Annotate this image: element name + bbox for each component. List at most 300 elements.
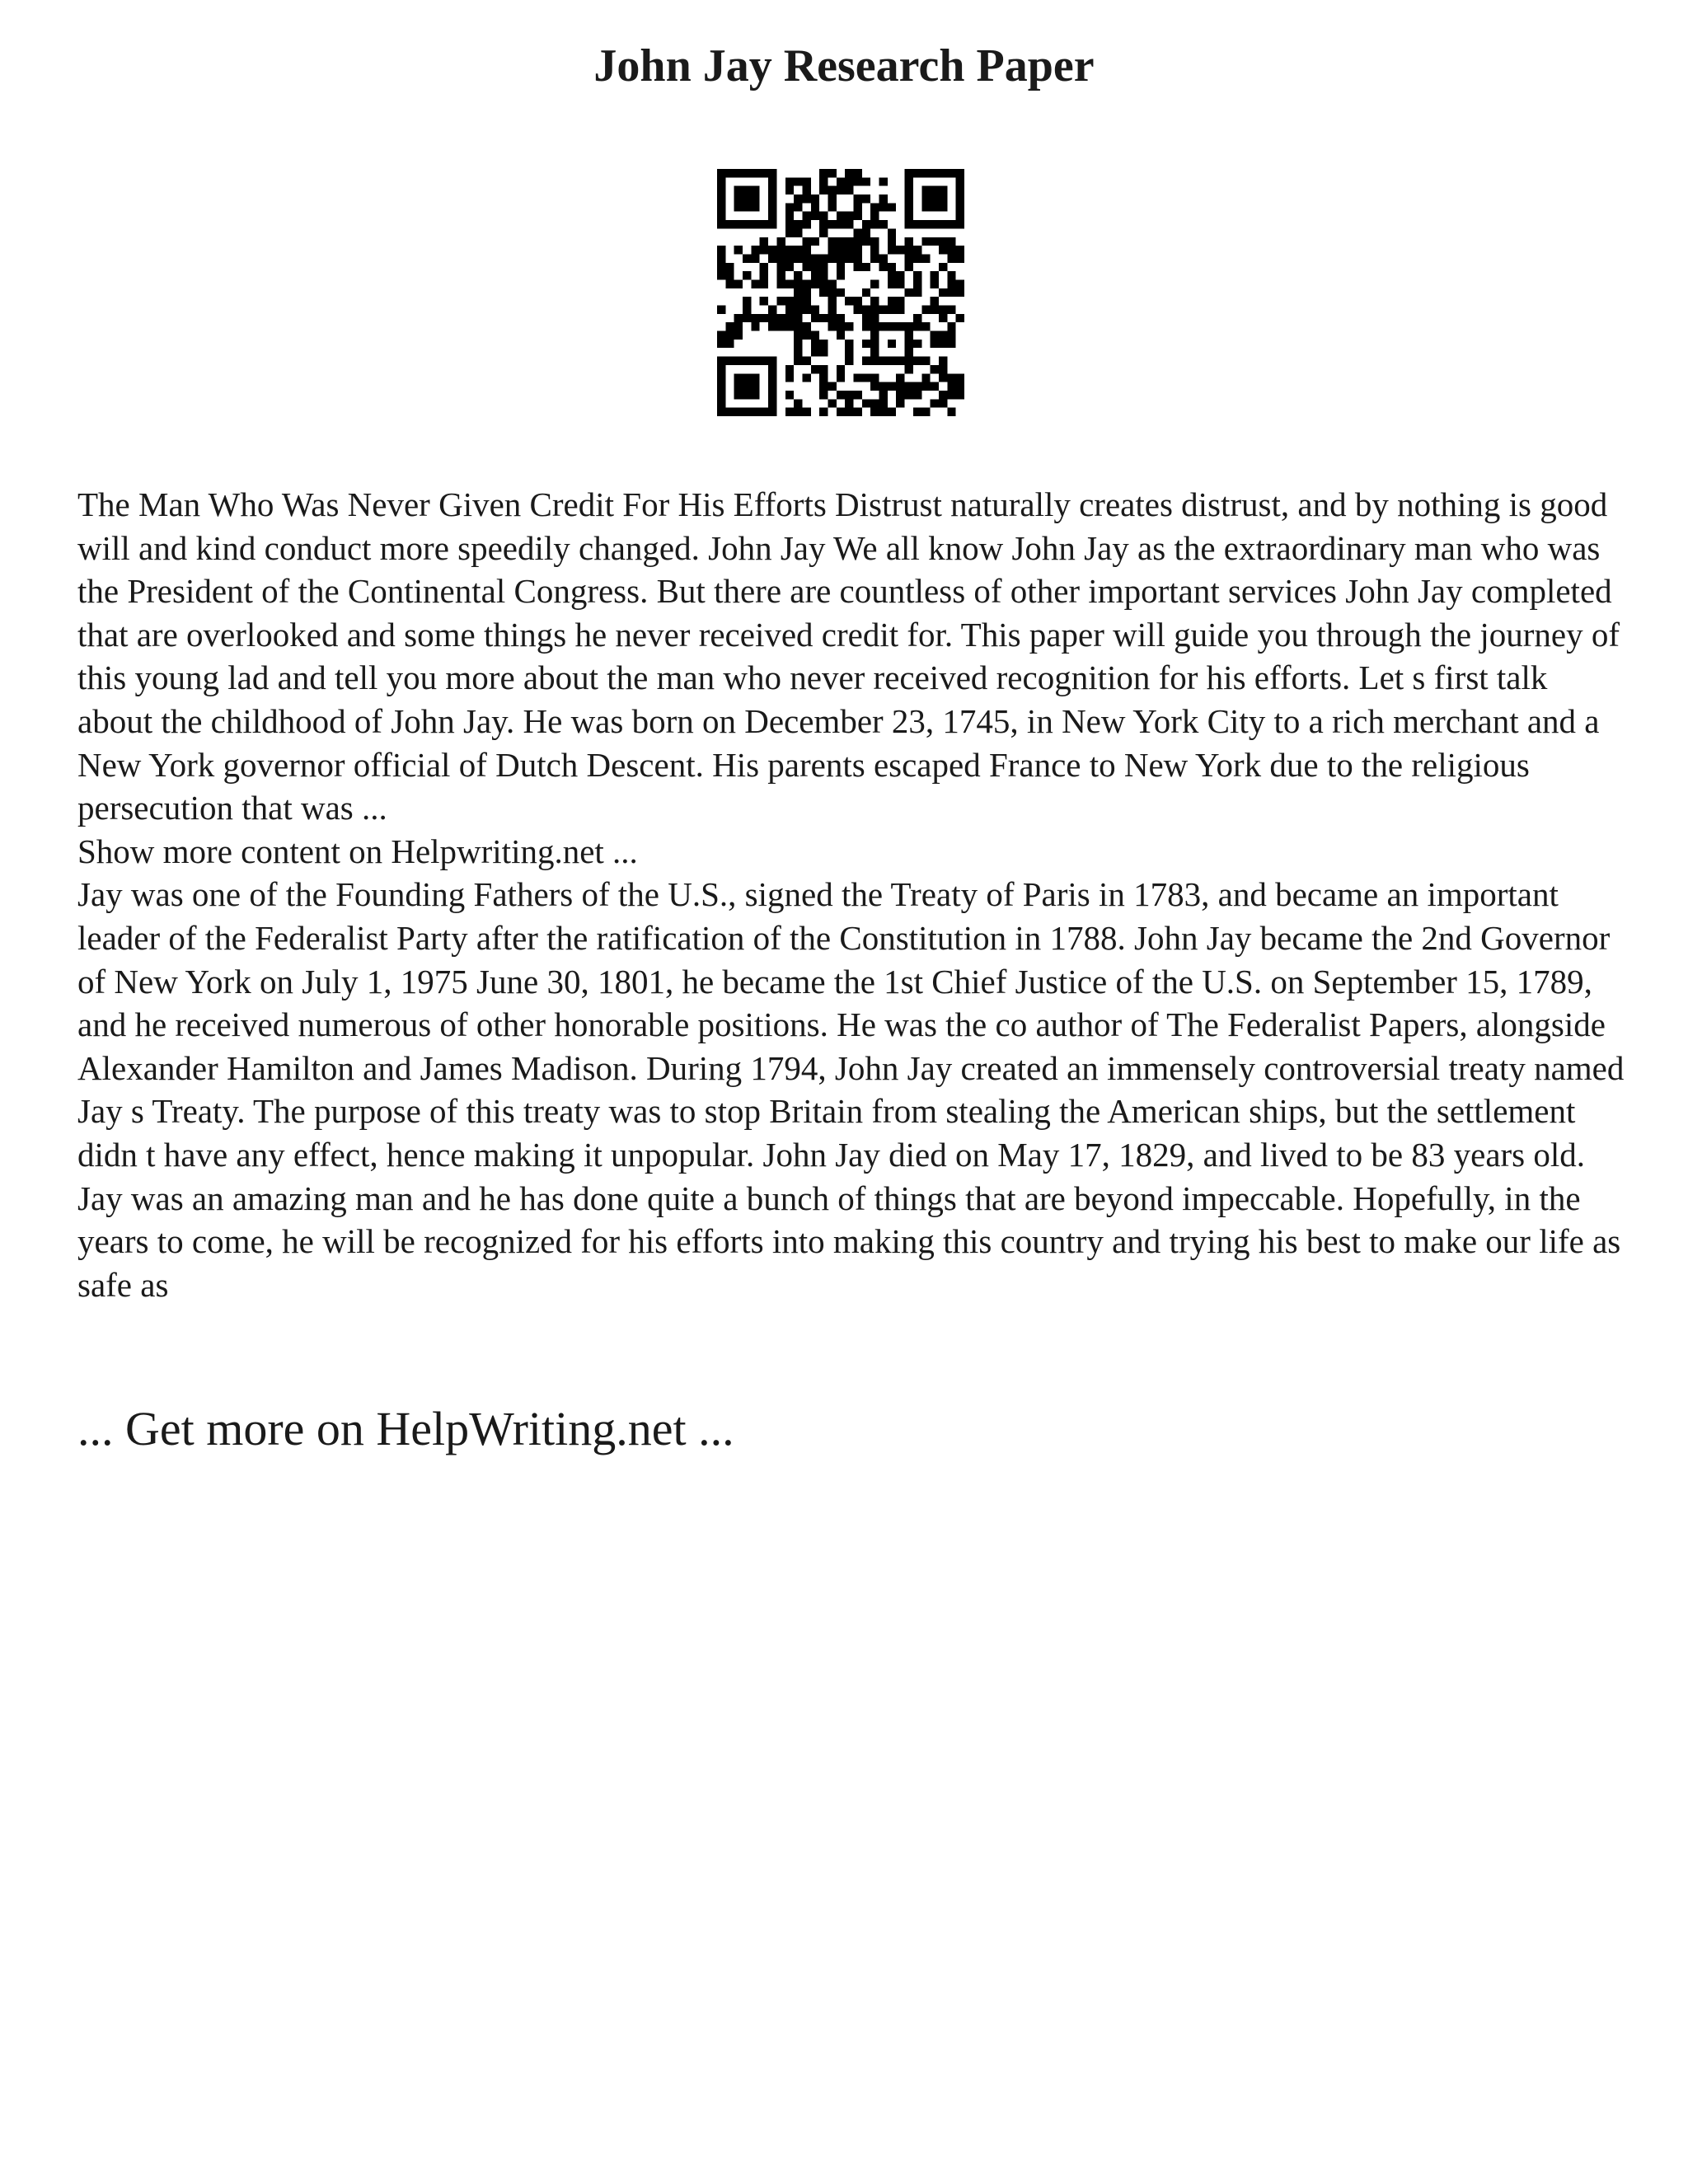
qr-module xyxy=(862,194,870,203)
qr-module xyxy=(734,220,743,228)
qr-module xyxy=(913,382,921,391)
qr-module xyxy=(785,306,794,314)
qr-module xyxy=(845,220,853,228)
qr-module xyxy=(931,237,939,246)
qr-module xyxy=(717,177,725,185)
qr-module xyxy=(913,220,921,228)
qr-module xyxy=(776,246,785,254)
qr-module xyxy=(751,169,759,177)
qr-module xyxy=(947,254,955,262)
qr-module xyxy=(768,357,776,365)
qr-module xyxy=(947,331,955,340)
qr-module xyxy=(956,186,964,194)
qr-module xyxy=(947,382,955,391)
qr-module xyxy=(854,212,862,220)
qr-module xyxy=(760,408,768,416)
qr-module xyxy=(913,288,921,297)
qr-module xyxy=(768,382,776,391)
qr-module xyxy=(862,237,870,246)
qr-module xyxy=(785,212,794,220)
qr-module xyxy=(819,271,828,279)
qr-module xyxy=(751,279,759,288)
qr-module xyxy=(854,194,862,203)
qr-module xyxy=(794,306,802,314)
qr-module xyxy=(751,194,759,203)
qr-module xyxy=(896,279,904,288)
qr-module xyxy=(794,322,802,330)
qr-module xyxy=(905,263,913,271)
qr-module xyxy=(845,169,853,177)
qr-module xyxy=(870,237,879,246)
qr-module xyxy=(854,254,862,262)
qr-module xyxy=(939,314,947,322)
qr-module xyxy=(802,297,810,305)
qr-module xyxy=(760,220,768,228)
qr-module xyxy=(828,169,836,177)
qr-module xyxy=(879,391,888,399)
qr-module xyxy=(879,408,888,416)
qr-module xyxy=(862,220,870,228)
qr-module xyxy=(905,357,913,365)
qr-module xyxy=(785,263,794,271)
qr-module xyxy=(743,297,751,305)
qr-module xyxy=(862,263,870,271)
qr-module xyxy=(905,340,913,348)
qr-module xyxy=(717,365,725,373)
qr-module xyxy=(785,186,794,194)
qr-module xyxy=(862,340,870,348)
qr-module xyxy=(717,220,725,228)
qr-module xyxy=(743,314,751,322)
qr-module xyxy=(947,306,955,314)
qr-module xyxy=(854,169,862,177)
qr-module xyxy=(905,194,913,203)
qr-module xyxy=(913,271,921,279)
qr-module xyxy=(785,279,794,288)
qr-module xyxy=(905,212,913,220)
qr-module xyxy=(802,263,810,271)
qr-module xyxy=(785,254,794,262)
qr-module xyxy=(760,263,768,271)
qr-module xyxy=(931,399,939,407)
qr-module xyxy=(854,408,862,416)
page-title: John Jay Research Paper xyxy=(593,40,1095,91)
qr-module xyxy=(845,254,853,262)
qr-module xyxy=(879,203,888,211)
qr-module xyxy=(811,365,819,373)
qr-module xyxy=(717,340,725,348)
qr-module xyxy=(931,340,939,348)
qr-module xyxy=(947,288,955,297)
qr-module xyxy=(854,203,862,211)
qr-module xyxy=(811,279,819,288)
qr-module xyxy=(776,263,785,271)
qr-module xyxy=(837,373,845,382)
qr-module xyxy=(931,194,939,203)
qr-module xyxy=(896,246,904,254)
qr-module xyxy=(931,271,939,279)
qr-module xyxy=(768,212,776,220)
qr-module xyxy=(862,228,870,237)
qr-module xyxy=(828,279,836,288)
qr-module xyxy=(931,279,939,288)
qr-module xyxy=(794,254,802,262)
qr-module xyxy=(819,365,828,373)
qr-module xyxy=(819,279,828,288)
qr-module xyxy=(734,322,743,330)
qr-module xyxy=(802,288,810,297)
qr-module xyxy=(939,263,947,271)
qr-module xyxy=(794,288,802,297)
qr-module xyxy=(794,340,802,348)
qr-module xyxy=(734,391,743,399)
qr-module xyxy=(811,306,819,314)
qr-module xyxy=(794,399,802,407)
qr-module xyxy=(717,373,725,382)
qr-module xyxy=(862,288,870,297)
qr-module xyxy=(743,186,751,194)
qr-module xyxy=(931,365,939,373)
qr-module xyxy=(879,382,888,391)
qr-module xyxy=(931,169,939,177)
qr-module xyxy=(734,373,743,382)
qr-module xyxy=(913,279,921,288)
qr-module xyxy=(913,254,921,262)
qr-module xyxy=(870,348,879,356)
qr-module xyxy=(794,348,802,356)
qr-module xyxy=(785,408,794,416)
qr-module xyxy=(802,331,810,340)
qr-module xyxy=(743,271,751,279)
get-more-link[interactable]: ... Get more on HelpWriting.net ... xyxy=(77,1402,734,1455)
qr-module xyxy=(819,373,828,382)
qr-module xyxy=(931,203,939,211)
qr-module xyxy=(760,169,768,177)
qr-module xyxy=(905,246,913,254)
qr-module xyxy=(888,306,896,314)
qr-module xyxy=(751,391,759,399)
qr-module xyxy=(939,203,947,211)
qr-module xyxy=(837,212,845,220)
qr-module xyxy=(776,254,785,262)
qr-module xyxy=(734,314,743,322)
qr-module xyxy=(819,408,828,416)
qr-module xyxy=(947,237,955,246)
qr-module xyxy=(819,263,828,271)
qr-module xyxy=(947,246,955,254)
qr-module xyxy=(819,212,828,220)
qr-module xyxy=(879,194,888,203)
qr-module xyxy=(888,228,896,237)
qr-module xyxy=(819,228,828,237)
qr-module xyxy=(870,382,879,391)
qr-module xyxy=(905,254,913,262)
qr-module xyxy=(947,340,955,348)
qr-module xyxy=(888,297,896,305)
qr-module xyxy=(734,331,743,340)
qr-module xyxy=(811,263,819,271)
qr-module xyxy=(802,306,810,314)
qr-module xyxy=(802,194,810,203)
paragraph-intro: The Man Who Was Never Given Credit For His Efforts Distrust naturally creates distrust, and by nothing is good will and kind conduct more speedily changed. John Jay We all know John Jay as the extraordinary man who was the President of the Continental Congress. But there are countless of other important services John Jay completed that are overlooked and some things he never received credit for. This paper will guide you through the journey of this young lad and tell you more about the man who never received recognition for his efforts. Let s first talk about the childhood of John Jay. He was born on December 23, 1745, in New York City to a rich merchant and a New York governor official of Dutch Descent. His parents escaped France to New York due to the religious persecution that was ... xyxy=(77,485,1620,827)
qr-module xyxy=(879,177,888,185)
qr-module xyxy=(921,237,930,246)
qr-module xyxy=(947,322,955,330)
qr-module xyxy=(939,399,947,407)
qr-module xyxy=(734,186,743,194)
qr-module xyxy=(828,246,836,254)
qr-module xyxy=(896,271,904,279)
qr-module xyxy=(725,220,734,228)
qr-module xyxy=(819,169,828,177)
qr-module xyxy=(896,306,904,314)
qr-module xyxy=(819,254,828,262)
qr-module xyxy=(811,331,819,340)
qr-module xyxy=(828,254,836,262)
qr-module xyxy=(913,357,921,365)
qr-module xyxy=(870,212,879,220)
qr-module xyxy=(879,254,888,262)
qr-module xyxy=(768,391,776,399)
qr-module xyxy=(811,212,819,220)
qr-module xyxy=(734,194,743,203)
qr-module xyxy=(837,220,845,228)
qr-module xyxy=(921,306,930,314)
qr-module xyxy=(743,382,751,391)
qr-module xyxy=(811,348,819,356)
qr-module xyxy=(734,246,743,254)
qr-module xyxy=(879,220,888,228)
qr-module xyxy=(939,391,947,399)
qr-module xyxy=(879,322,888,330)
qr-module xyxy=(725,340,734,348)
qr-code-graphic xyxy=(717,169,964,416)
qr-module xyxy=(802,212,810,220)
qr-module xyxy=(794,194,802,203)
qr-module xyxy=(939,169,947,177)
qr-module xyxy=(717,203,725,211)
qr-module xyxy=(870,246,879,254)
qr-module xyxy=(811,271,819,279)
qr-module xyxy=(870,331,879,340)
qr-module xyxy=(828,314,836,322)
qr-module xyxy=(828,194,836,203)
qr-module xyxy=(921,169,930,177)
qr-module xyxy=(768,314,776,322)
qr-module xyxy=(811,340,819,348)
qr-module xyxy=(819,391,828,399)
qr-module xyxy=(870,322,879,330)
qr-module xyxy=(913,246,921,254)
qr-module xyxy=(768,169,776,177)
qr-module xyxy=(931,306,939,314)
qr-module xyxy=(870,314,879,322)
qr-module xyxy=(785,246,794,254)
qr-module xyxy=(776,279,785,288)
qr-module xyxy=(837,271,845,279)
qr-module xyxy=(828,306,836,314)
qr-module xyxy=(921,254,930,262)
qr-module xyxy=(768,177,776,185)
qr-module xyxy=(905,322,913,330)
qr-module xyxy=(854,246,862,254)
qr-module xyxy=(751,322,759,330)
qr-module xyxy=(845,212,853,220)
qr-module xyxy=(811,254,819,262)
qr-module xyxy=(931,331,939,340)
qr-code-icon xyxy=(717,169,964,416)
qr-module xyxy=(743,220,751,228)
qr-module xyxy=(956,203,964,211)
qr-module xyxy=(905,220,913,228)
qr-module xyxy=(837,186,845,194)
qr-module xyxy=(947,220,955,228)
qr-module xyxy=(725,279,734,288)
qr-module xyxy=(870,340,879,348)
qr-module xyxy=(811,237,819,246)
qr-module xyxy=(921,186,930,194)
qr-module xyxy=(802,237,810,246)
qr-module xyxy=(905,365,913,373)
qr-module xyxy=(956,246,964,254)
qr-module xyxy=(794,331,802,340)
qr-module xyxy=(794,297,802,305)
qr-module xyxy=(768,186,776,194)
qr-module xyxy=(734,203,743,211)
qr-module xyxy=(913,314,921,322)
qr-module xyxy=(819,348,828,356)
qr-module xyxy=(845,322,853,330)
qr-module xyxy=(760,237,768,246)
qr-module xyxy=(956,254,964,262)
qr-module xyxy=(931,186,939,194)
qr-module xyxy=(921,194,930,203)
qr-module xyxy=(776,322,785,330)
qr-module xyxy=(717,382,725,391)
qr-module xyxy=(802,322,810,330)
qr-module xyxy=(896,297,904,305)
qr-module xyxy=(751,203,759,211)
qr-module xyxy=(717,186,725,194)
qr-module xyxy=(896,357,904,365)
qr-module xyxy=(845,186,853,194)
qr-module xyxy=(905,331,913,340)
qr-module xyxy=(794,408,802,416)
qr-module xyxy=(888,279,896,288)
qr-module xyxy=(921,357,930,365)
paragraph-main: Jay was one of the Founding Fathers of the U.S., signed the Treaty of Paris in 1783, and became an important leader of the Federalist Party after the ratification of the Constitution in 1788. John Jay became the 2nd Governor of New York on July 1, 1975 June 30, 1801, he became the 1st Chief Justice of the U.S. on September 15, 1789, and he received numerous of other honorable positions. He was the co author of The Federalist Papers, alongside Alexander Hamilton and James Madison. During 1794, John Jay created an immensely controversial treaty named Jay s Treaty. The purpose of this treaty was to stop Britain from stealing the American ships, but the settlement didn t have any effect, hence making it unpopular. John Jay died on May 17, 1829, and lived to be 83 years old. Jay was an amazing man and he has done quite a bunch of things that are beyond impeccable. Hopefully, in the years to come, he will be recognized for his efforts into making this country and trying his best to make our life as safe as xyxy=(77,875,1625,1304)
qr-module xyxy=(802,246,810,254)
qr-module xyxy=(939,246,947,254)
qr-module xyxy=(870,373,879,382)
qr-module xyxy=(939,373,947,382)
qr-module xyxy=(802,177,810,185)
qr-module xyxy=(794,220,802,228)
qr-module xyxy=(785,373,794,382)
qr-module xyxy=(854,228,862,237)
qr-module xyxy=(743,391,751,399)
qr-module xyxy=(725,331,734,340)
qr-module xyxy=(819,186,828,194)
qr-module xyxy=(939,288,947,297)
qr-module xyxy=(896,391,904,399)
qr-module xyxy=(862,357,870,365)
qr-module xyxy=(828,288,836,297)
qr-module xyxy=(819,314,828,322)
qr-module xyxy=(845,348,853,356)
qr-module xyxy=(785,365,794,373)
qr-module xyxy=(913,408,921,416)
qr-module xyxy=(743,203,751,211)
qr-module xyxy=(717,169,725,177)
qr-module xyxy=(768,399,776,407)
qr-module xyxy=(837,322,845,330)
qr-module xyxy=(837,254,845,262)
qr-module xyxy=(828,186,836,194)
qr-module xyxy=(717,408,725,416)
qr-module xyxy=(888,246,896,254)
qr-module xyxy=(845,297,853,305)
qr-module xyxy=(888,271,896,279)
qr-module xyxy=(939,331,947,340)
qr-module xyxy=(717,391,725,399)
qr-module xyxy=(717,357,725,365)
qr-module xyxy=(743,169,751,177)
qr-module xyxy=(870,203,879,211)
qr-module xyxy=(879,399,888,407)
qr-module xyxy=(760,297,768,305)
qr-module xyxy=(751,186,759,194)
qr-module xyxy=(760,314,768,322)
qr-module xyxy=(879,263,888,271)
qr-module xyxy=(768,322,776,330)
qr-module xyxy=(743,194,751,203)
qr-module xyxy=(845,391,853,399)
qr-module xyxy=(854,263,862,271)
qr-module xyxy=(811,194,819,203)
qr-module xyxy=(913,391,921,399)
article-body xyxy=(77,483,1627,1306)
qr-module xyxy=(837,237,845,246)
qr-module xyxy=(760,271,768,279)
qr-module xyxy=(760,357,768,365)
qr-module xyxy=(913,340,921,348)
qr-module xyxy=(939,357,947,365)
qr-module xyxy=(802,373,810,382)
qr-module xyxy=(956,391,964,399)
qr-module xyxy=(802,357,810,365)
qr-module xyxy=(751,254,759,262)
qr-module xyxy=(837,288,845,297)
qr-module xyxy=(939,365,947,373)
qr-module xyxy=(794,203,802,211)
qr-module xyxy=(905,186,913,194)
qr-module xyxy=(828,297,836,305)
qr-module xyxy=(956,288,964,297)
qr-module xyxy=(717,331,725,340)
qr-module xyxy=(837,391,845,399)
qr-module xyxy=(802,254,810,262)
qr-module xyxy=(921,322,930,330)
qr-module xyxy=(854,237,862,246)
qr-module xyxy=(794,177,802,185)
qr-module xyxy=(743,254,751,262)
qr-module xyxy=(854,373,862,382)
qr-module xyxy=(828,382,836,391)
qr-module xyxy=(819,340,828,348)
qr-module xyxy=(862,177,870,185)
qr-module xyxy=(939,186,947,194)
